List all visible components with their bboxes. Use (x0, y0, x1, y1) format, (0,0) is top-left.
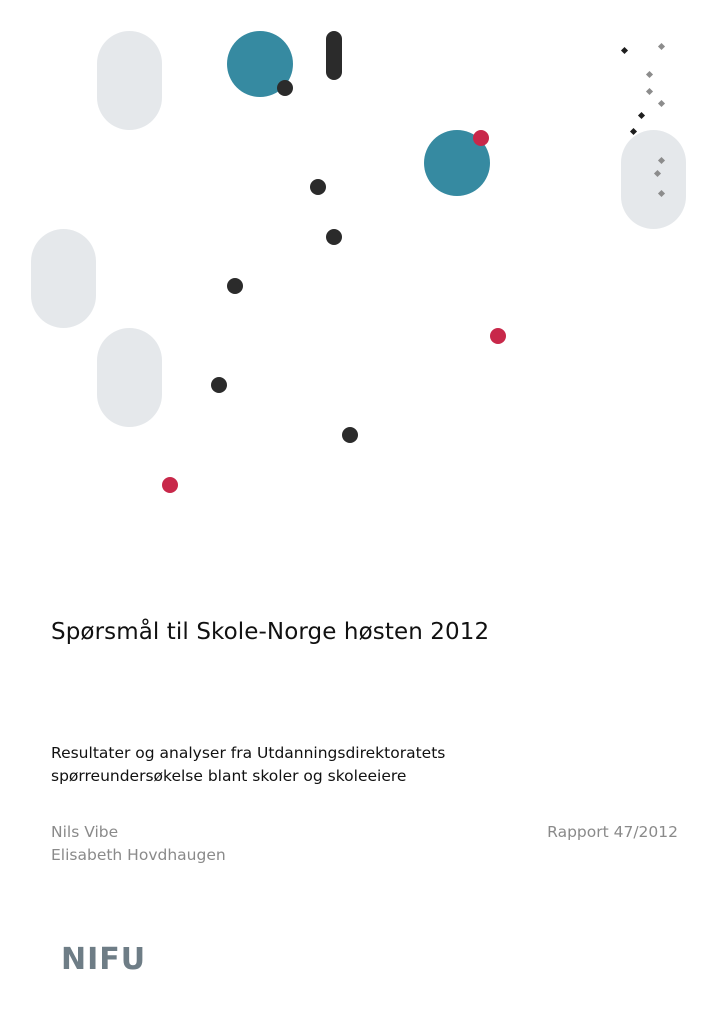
red-dot (162, 477, 178, 493)
diamond-mark (646, 71, 653, 78)
decorative-pill (97, 328, 162, 427)
red-dot (490, 328, 506, 344)
black-dot (310, 179, 326, 195)
author-list (51, 821, 226, 867)
black-dot (211, 377, 227, 393)
author-name: Nils Vibe (51, 823, 119, 841)
diamond-mark (658, 100, 665, 107)
author-name: Elisabeth Hovdhaugen (51, 846, 226, 864)
black-dot (326, 229, 342, 245)
subtitle-line: spørreundersøkelse blant skoler og skoleeiere (51, 767, 407, 785)
decorative-bar (326, 31, 342, 80)
nifu-logo: NIFU (61, 942, 147, 977)
diamond-mark (638, 112, 645, 119)
report-number: Rapport 47/2012 (547, 823, 678, 841)
decorative-pill (621, 130, 686, 229)
report-title: Spørsmål til Skole-Norge høsten 2012 (51, 619, 490, 645)
black-dot (342, 427, 358, 443)
subtitle-line: Resultater og analyser fra Utdanningsdirektoratets (51, 744, 446, 762)
diamond-mark (658, 43, 665, 50)
black-dot (277, 80, 293, 96)
report-subtitle (51, 742, 571, 788)
black-dot (227, 278, 243, 294)
red-dot (473, 130, 489, 146)
diamond-mark (646, 88, 653, 95)
decorative-pill (97, 31, 162, 130)
decorative-pill (31, 229, 96, 328)
diamond-mark (621, 47, 628, 54)
